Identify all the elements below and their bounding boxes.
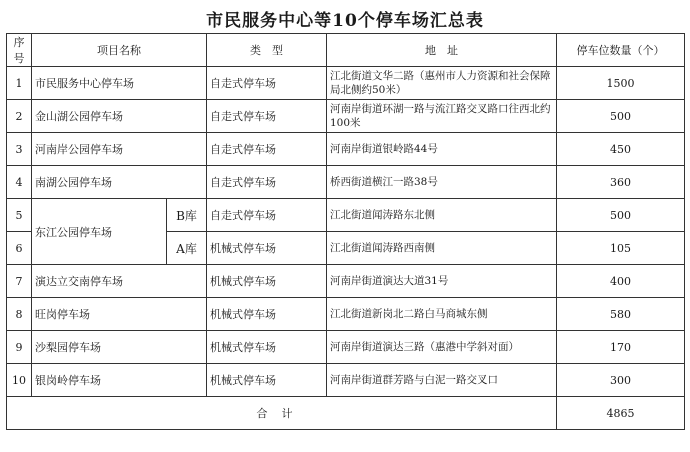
row-no: 2 [7,100,32,133]
row-spaces: 300 [557,364,685,397]
row-no: 7 [7,265,32,298]
total-value: 4865 [557,397,685,430]
header-name: 项目名称 [32,34,207,67]
row-name: 旺岗停车场 [32,298,207,331]
row-address: 河南岸街道环湖一路与流江路交叉路口往西北约100米 [327,100,557,133]
parking-summary-table [6,33,685,430]
table-header-row [7,34,685,67]
row-address: 江北街道闻涛路西南侧 [327,232,557,265]
row-spaces: 500 [557,100,685,133]
table-row [7,100,685,133]
table-row [7,265,685,298]
header-type: 类 型 [207,34,327,67]
row-no: 10 [7,364,32,397]
row-address: 河南岸街道群芳路与白泥一路交叉口 [327,364,557,397]
row-spaces: 580 [557,298,685,331]
header-spaces: 停车位数量（个） [557,34,685,67]
row-type: 机械式停车场 [207,265,327,298]
row-sub-lot: B库 [167,199,207,232]
row-spaces: 170 [557,331,685,364]
row-no: 4 [7,166,32,199]
row-no: 1 [7,67,32,100]
row-no: 3 [7,133,32,166]
row-address: 河南岸街道银岭路44号 [327,133,557,166]
row-address: 桥西街道横江一路38号 [327,166,557,199]
row-type: 自走式停车场 [207,67,327,100]
row-type: 机械式停车场 [207,232,327,265]
page-title: 市民服务中心等10个停车场汇总表 [206,11,484,31]
row-type: 机械式停车场 [207,331,327,364]
table-row [7,166,685,199]
row-spaces: 500 [557,199,685,232]
table-row [7,199,685,232]
row-type: 机械式停车场 [207,298,327,331]
row-spaces: 105 [557,232,685,265]
row-name: 市民服务中心停车场 [32,67,207,100]
table-row [7,364,685,397]
row-type: 自走式停车场 [207,100,327,133]
row-address: 河南岸街道演达大道31号 [327,265,557,298]
row-address: 江北街道文华二路（惠州市人力资源和社会保障局北侧约50米） [327,67,557,100]
table-row [7,67,685,100]
table-row [7,331,685,364]
row-type: 机械式停车场 [207,364,327,397]
row-name: 河南岸公园停车场 [32,133,207,166]
table-row [7,133,685,166]
row-spaces: 450 [557,133,685,166]
total-label: 合计 [7,397,557,430]
row-name: 南湖公园停车场 [32,166,207,199]
row-type: 自走式停车场 [207,133,327,166]
row-no: 5 [7,199,32,232]
header-no: 序号 [7,34,32,67]
row-no: 8 [7,298,32,331]
row-address: 江北街道闻涛路东北侧 [327,199,557,232]
row-name: 金山湖公园停车场 [32,100,207,133]
row-spaces: 1500 [557,67,685,100]
row-name: 演达立交南停车场 [32,265,207,298]
row-no: 9 [7,331,32,364]
row-spaces: 400 [557,265,685,298]
row-no: 6 [7,232,32,265]
row-name: 东江公园停车场 [32,199,167,265]
row-name: 银岗岭停车场 [32,364,207,397]
table-row [7,298,685,331]
row-address: 河南岸街道演达三路（惠港中学斜对面） [327,331,557,364]
row-type: 自走式停车场 [207,166,327,199]
row-name: 沙梨园停车场 [32,331,207,364]
row-spaces: 360 [557,166,685,199]
total-row [7,397,685,430]
row-address: 江北街道新岗北二路白马商城东侧 [327,298,557,331]
row-sub-lot: A库 [167,232,207,265]
row-type: 自走式停车场 [207,199,327,232]
header-address: 地 址 [327,34,557,67]
